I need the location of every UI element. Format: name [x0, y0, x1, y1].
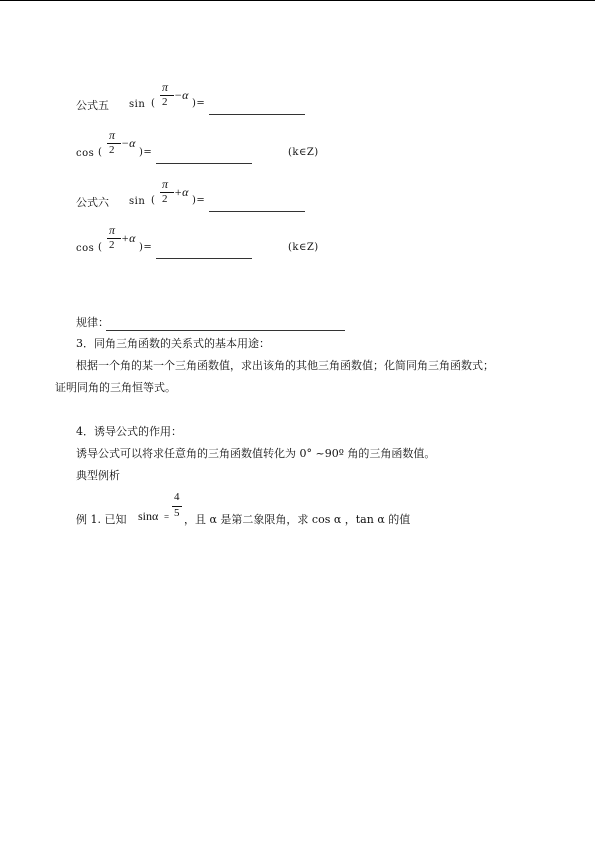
- example-1-suffix: ，且 α 是第二象限角，求 cos α ，tan α 的值: [184, 513, 411, 526]
- denominator-two: 2: [162, 193, 168, 205]
- minus-alpha: −α: [121, 136, 136, 150]
- minus-alpha: −α: [174, 88, 189, 102]
- denominator-two: 2: [162, 96, 168, 108]
- sin-function: sin: [129, 99, 146, 110]
- rule-blank[interactable]: [106, 316, 345, 335]
- denominator-two: 2: [109, 144, 115, 156]
- answer-blank[interactable]: [209, 100, 305, 119]
- paren-close-equals: )=: [192, 195, 206, 206]
- rule-label: 规律：: [76, 316, 109, 329]
- pi-symbol: π: [109, 223, 116, 237]
- cos-function: cos: [76, 148, 95, 159]
- sin-alpha-text: sinα: [138, 509, 159, 523]
- paren-close-equals: )=: [139, 242, 153, 253]
- k-in-z-note: (k∈Z): [288, 147, 319, 158]
- answer-blank[interactable]: [209, 197, 305, 216]
- cos-function: cos: [76, 243, 95, 254]
- paren-open: (: [98, 147, 103, 158]
- k-in-z-note: (k∈Z): [288, 242, 319, 253]
- formula-six-label: 公式六: [76, 196, 109, 209]
- paren-open: (: [151, 195, 156, 206]
- fraction-denominator: 5: [174, 507, 180, 519]
- example-1-prefix: 例 1. 已知: [76, 513, 127, 526]
- equals-sign: =: [164, 512, 170, 522]
- section-3-line-2: 证明同角的三角恒等式。: [55, 381, 176, 394]
- plus-alpha: +α: [121, 231, 136, 245]
- fraction-numerator: 4: [174, 491, 180, 503]
- paren-open: (: [98, 242, 103, 253]
- section-4-title: 4．诱导公式的作用：: [76, 425, 182, 438]
- denominator-two: 2: [109, 239, 115, 251]
- sin-function: sin: [129, 196, 146, 207]
- section-3-title: 3．同角三角函数的关系式的基本用途：: [76, 337, 270, 350]
- paren-close-equals: )=: [192, 98, 206, 109]
- formula-five-label: 公式五: [76, 99, 109, 112]
- section-3-line-1: 根据一个角的某一个三角函数值，求出该角的其他三角函数值；化简同角三角函数式；: [76, 359, 494, 372]
- typical-examples-title: 典型例析: [76, 469, 120, 482]
- answer-blank[interactable]: [156, 149, 252, 168]
- paren-open: (: [151, 98, 156, 109]
- paren-close-equals: )=: [139, 147, 153, 158]
- section-4-line-1: 诱导公式可以将求任意角的三角函数值转化为 0° ~90º 角的三角函数值。: [76, 447, 436, 460]
- page-top-rule: [0, 0, 595, 1]
- pi-symbol: π: [162, 80, 169, 94]
- pi-symbol: π: [162, 177, 169, 191]
- plus-alpha: +α: [174, 185, 189, 199]
- pi-symbol: π: [109, 128, 116, 142]
- sin-alpha: [138, 509, 158, 524]
- answer-blank[interactable]: [156, 244, 252, 263]
